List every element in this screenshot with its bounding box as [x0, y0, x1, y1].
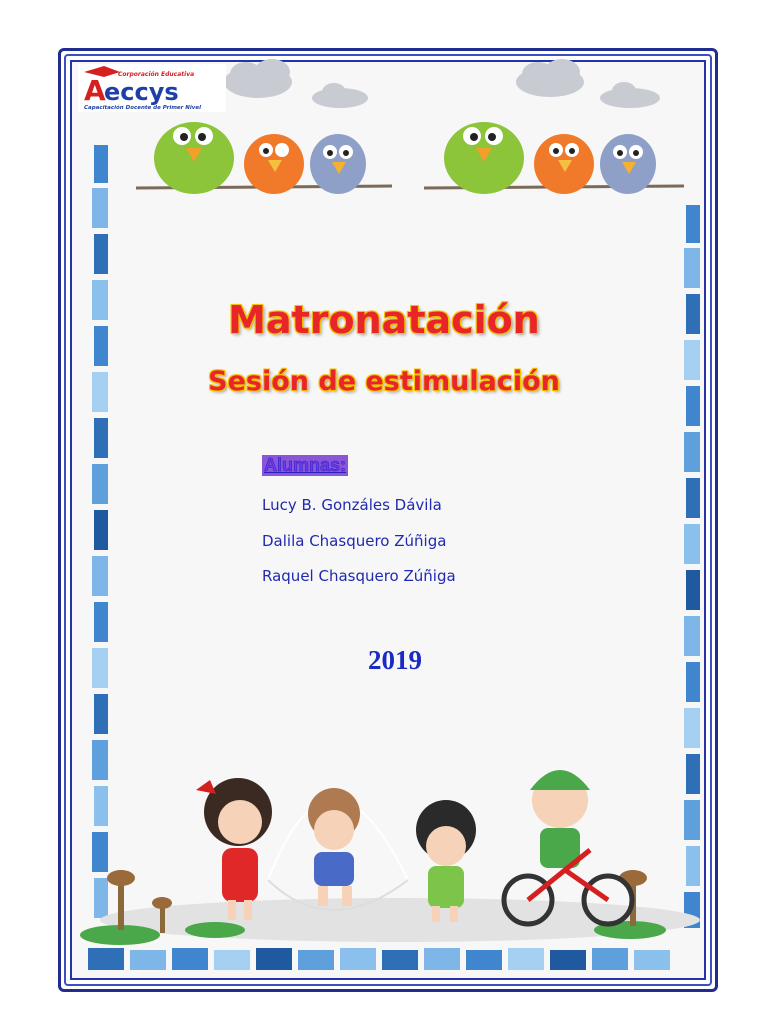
aeccys-logo — [78, 64, 226, 112]
bottom-tile-border — [88, 948, 670, 970]
year: 2019 — [368, 645, 422, 675]
clouds — [224, 59, 660, 108]
svg-text:A: A — [84, 74, 106, 107]
students-label: Alumnas: — [264, 455, 347, 475]
student-name-2: Dalila Chasquero Zúñiga — [262, 532, 447, 550]
svg-text:Capacitación Docente de Primer: Capacitación Docente de Primer Nivel — [84, 105, 201, 111]
birds-left — [136, 122, 392, 194]
birds-right — [424, 122, 684, 194]
student-name-1: Lucy B. Gonzáles Dávila — [262, 496, 442, 514]
kids-playing-illustration — [80, 770, 700, 945]
document-title: Matronatación — [228, 298, 540, 342]
document-subtitle: Sesión de estimulación — [208, 366, 560, 397]
left-tile-border — [92, 145, 108, 918]
svg-text:eccys: eccys — [104, 78, 179, 106]
svg-text:Corporación Educativa: Corporación Educativa — [118, 71, 195, 78]
student-name-3: Raquel Chasquero Zúñiga — [262, 567, 456, 585]
